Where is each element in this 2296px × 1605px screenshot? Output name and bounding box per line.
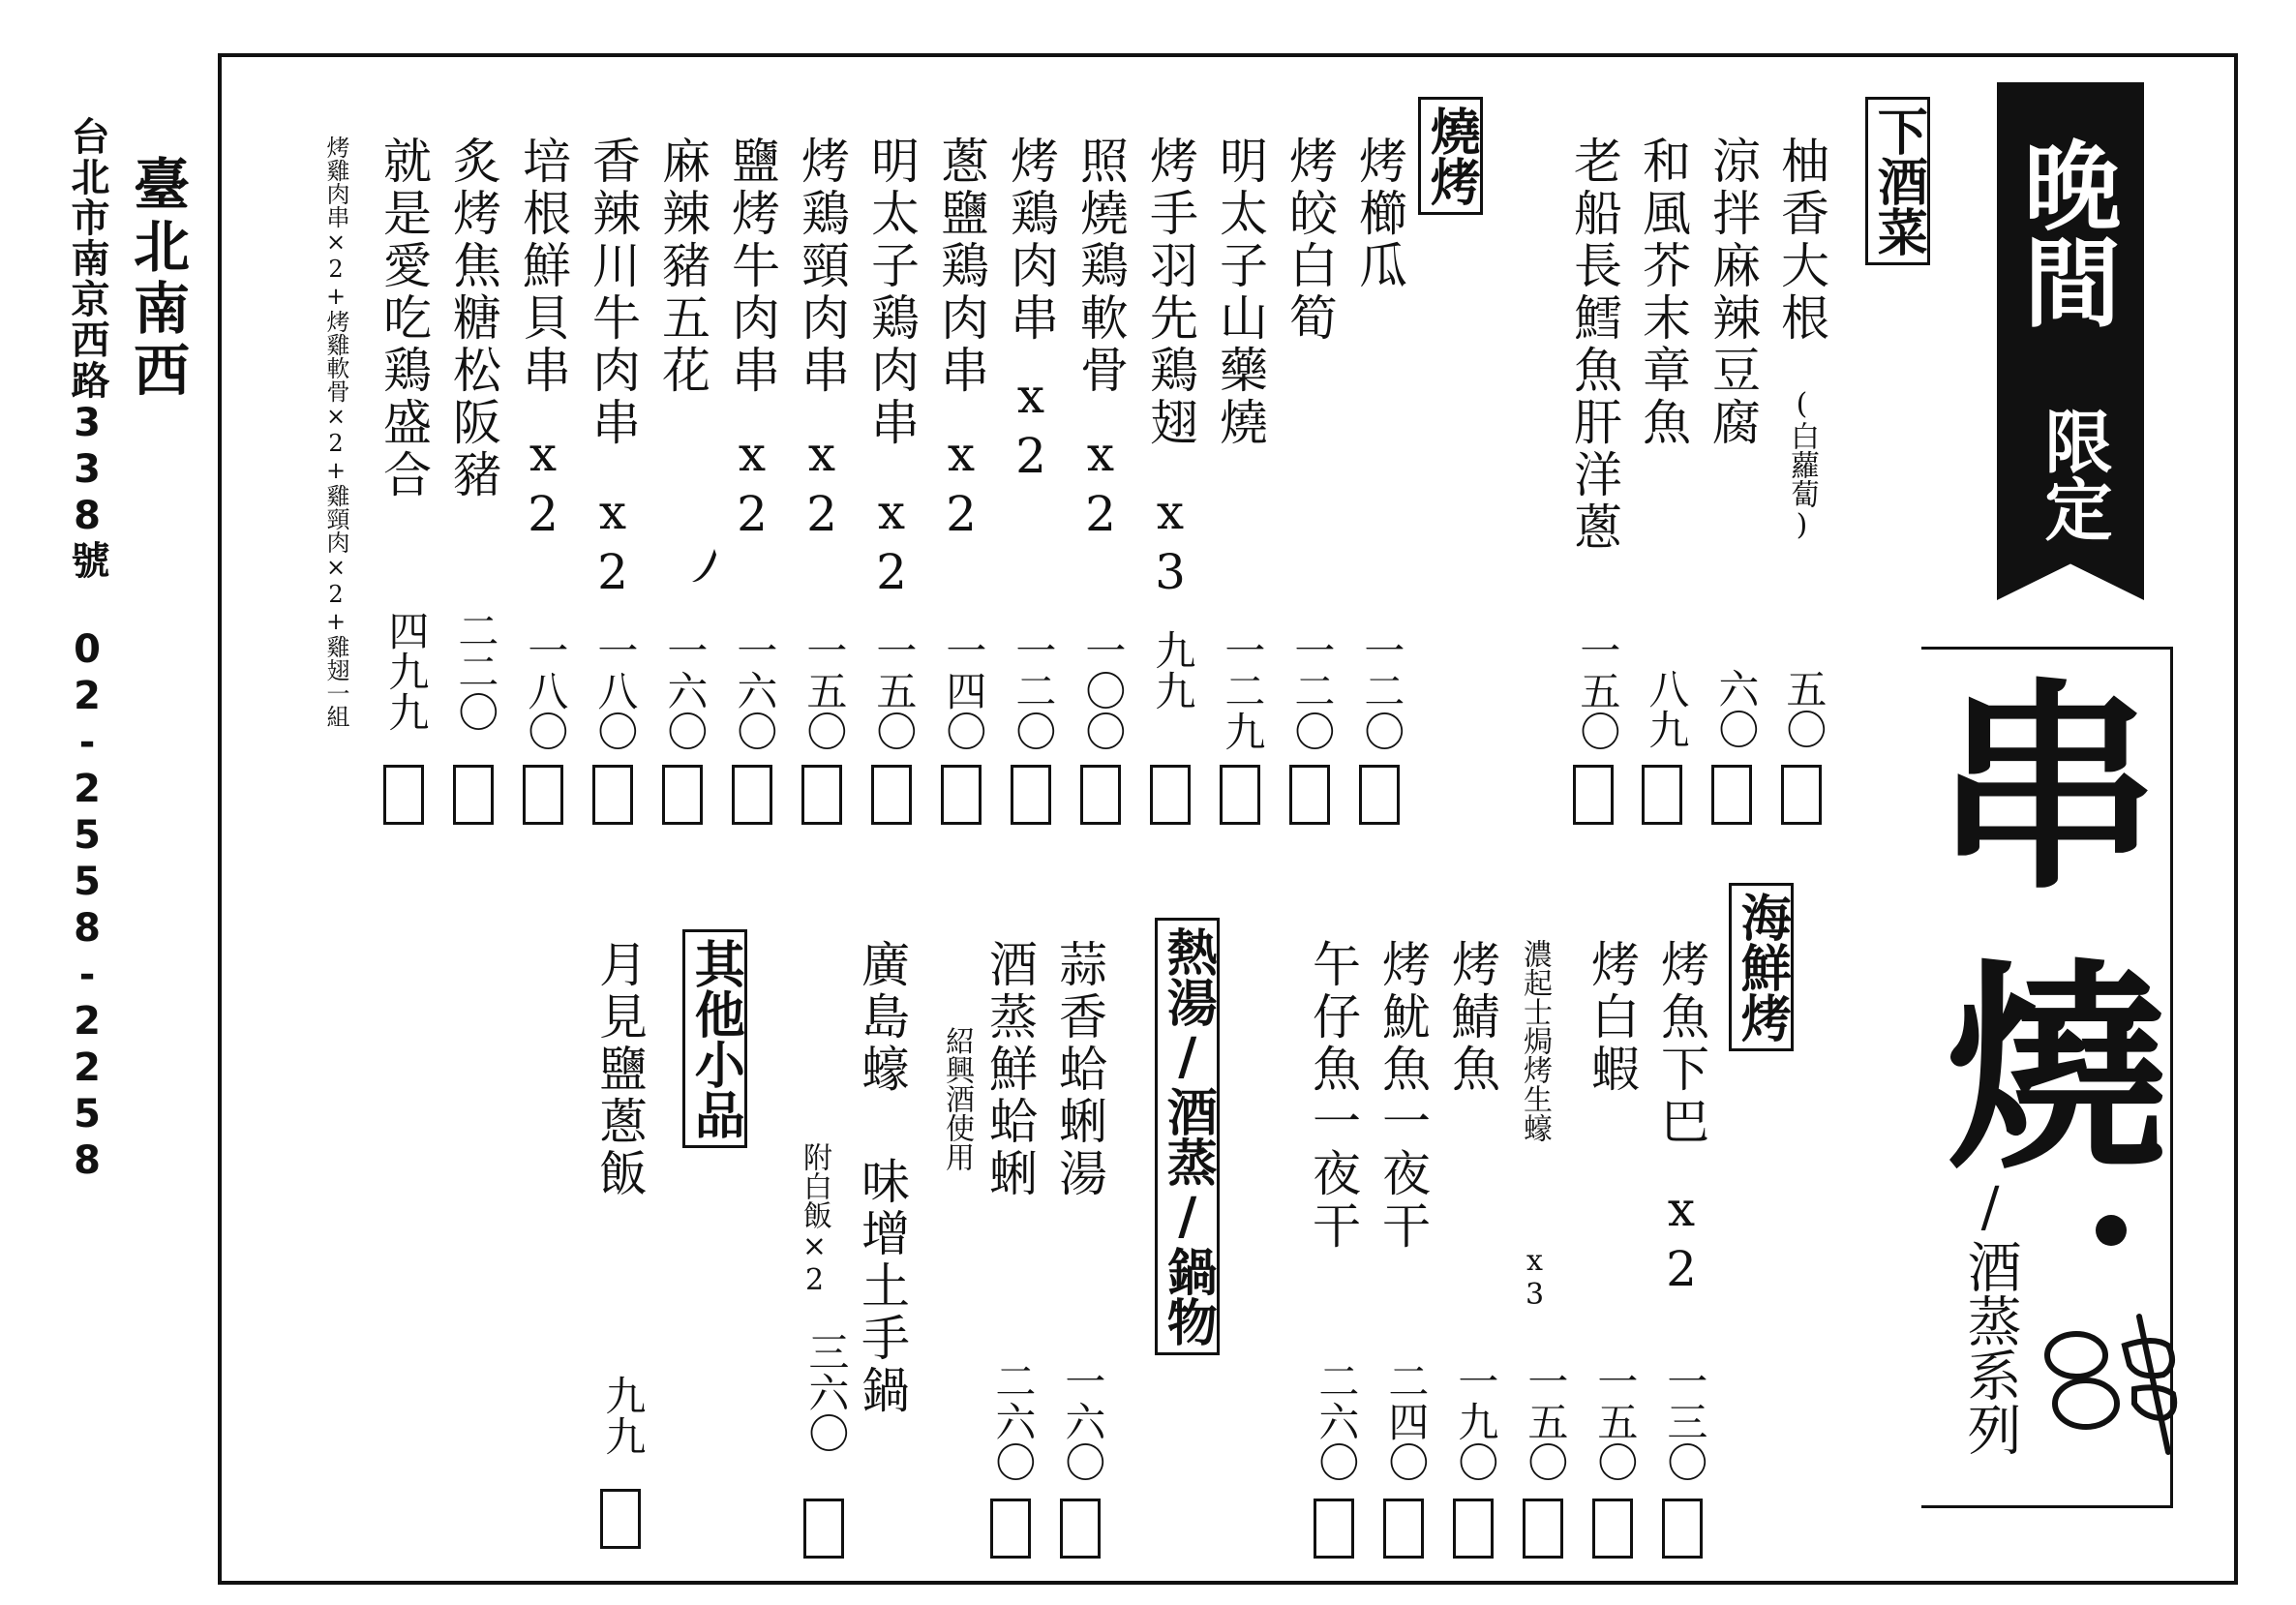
item-side-2: 涼拌麻辣豆腐 [1705,136,1761,449]
item-grill-13: 培根鮮貝串 [515,136,571,397]
item-grill-4-qty: x3 [1142,484,1198,604]
brand-char-2: 燒 [1946,939,2169,1200]
checkbox-seafood-2[interactable] [1592,1499,1633,1559]
checkbox-seafood-4[interactable] [1453,1499,1494,1559]
item-soup-1: 蒜香蛤蜊湯 [1051,939,1107,1200]
brand-subtitle: /酒蒸系列 [1958,1176,2022,1456]
checkbox-grill-13[interactable] [523,765,563,825]
price-grill-10: 一六〇 [731,629,779,751]
price-grill-4: 九九 [1149,629,1197,711]
checkbox-seafood-6[interactable] [1314,1499,1354,1559]
checkbox-grill-5[interactable] [1080,765,1121,825]
item-grill-15: 就是愛吃鶏盛合 [376,136,432,501]
item-soup-2-note: 紹興酒使用 [940,1026,974,1171]
checkbox-other-1[interactable] [600,1489,641,1549]
checkbox-side-1[interactable] [1781,765,1822,825]
checkbox-grill-2[interactable] [1289,765,1330,825]
item-grill-3: 明太子山藥燒 [1212,136,1268,449]
section-seafood: 海鮮烤 [1729,883,1794,1051]
checkbox-grill-3[interactable] [1220,765,1260,825]
price-grill-2: 一二〇 [1288,629,1337,751]
price-side-3: 八九 [1643,668,1691,749]
checkbox-grill-7[interactable] [941,765,982,825]
item-grill-8: 明太子鶏肉串 [863,136,920,449]
item-grill-6-qty: x2 [1003,368,1059,488]
checkbox-grill-8[interactable] [871,765,912,825]
seal-icon [2096,1215,2127,1246]
price-seafood-4: 一九〇 [1452,1360,1500,1482]
price-grill-14: 二二〇 [452,610,500,732]
item-grill-15-note: 烤雞肉串×2+烤雞軟骨×2+雞頸肉×2+雞翅一組 [322,136,349,728]
item-grill-4: 烤手羽先鶏翅 [1142,136,1198,449]
item-soup-2: 酒蒸鮮蛤蜊 [982,939,1038,1200]
item-seafood-1-qty: x2 [1653,1181,1709,1301]
price-side-2: 六〇 [1712,668,1761,749]
item-grill-9: 烤鶏頸肉串 [794,136,850,397]
banner-line1: 晚間 [2008,136,2122,329]
price-grill-8: 一五〇 [870,629,919,751]
item-seafood-6: 午仔魚一夜干 [1305,939,1361,1253]
price-grill-12: 一八〇 [591,629,640,751]
item-soup-3: 廣島蠔 味增土手鍋 [854,939,910,1417]
item-grill-6: 烤鶏肉串 [1003,136,1059,345]
checkbox-grill-4[interactable] [1150,765,1191,825]
item-grill-5-qty: x2 [1072,426,1129,546]
item-seafood-1: 烤魚下巴 [1653,939,1709,1148]
item-grill-7-qty: x2 [933,426,989,546]
item-other-1: 月見鹽蔥飯 [591,939,648,1200]
checkbox-grill-6[interactable] [1011,765,1051,825]
checkbox-seafood-1[interactable] [1662,1499,1703,1559]
price-soup-3: 三六〇 [802,1331,851,1453]
price-other-1: 九九 [599,1375,648,1456]
brand-char-1: 串 [1936,658,2160,920]
item-grill-12: 香辣川牛肉串 [585,136,641,449]
checkbox-grill-11[interactable] [662,765,703,825]
price-grill-1: 一二〇 [1358,629,1406,751]
item-grill-5: 照燒鶏軟骨 [1072,136,1129,397]
price-grill-13: 一八〇 [522,629,570,751]
chili-icon [689,547,718,586]
price-seafood-3: 一五〇 [1522,1360,1570,1482]
checkbox-soup-2[interactable] [990,1499,1031,1559]
checkbox-grill-10[interactable] [732,765,772,825]
section-other: 其他小品 [682,929,747,1148]
checkbox-side-4[interactable] [1573,765,1614,825]
price-grill-11: 一六〇 [661,629,710,751]
item-grill-1: 烤櫛瓜 [1351,136,1407,292]
item-grill-12-qty: x2 [585,484,641,604]
section-soup: 熱湯/酒蒸/鍋物 [1155,918,1220,1355]
item-grill-8-qty: x2 [863,484,920,604]
item-side-1: 柚香大根 [1773,136,1829,345]
checkbox-seafood-3[interactable] [1523,1499,1563,1559]
item-seafood-4: 烤鯖魚 [1444,939,1500,1096]
checkbox-soup-3[interactable] [803,1499,844,1559]
checkbox-grill-14[interactable] [453,765,494,825]
price-grill-3: 一二九 [1219,629,1267,751]
price-side-4: 一五〇 [1574,629,1622,751]
item-side-3: 和風芥末章魚 [1635,136,1691,449]
item-grill-11: 麻辣豬五花 [654,136,710,397]
price-grill-6: 一二〇 [1010,629,1058,751]
shop-address: 台北市南京西路338號 02-2558-2258 [65,116,109,1185]
item-grill-10: 鹽烤牛肉串 [724,136,780,397]
item-seafood-2: 烤白蝦 [1584,939,1640,1096]
item-grill-10-qty: x2 [724,426,780,546]
item-soup-3-note: 附白飯×2 [798,1142,831,1297]
checkbox-grill-9[interactable] [801,765,842,825]
checkbox-soup-1[interactable] [1060,1499,1101,1559]
price-soup-2: 二六〇 [989,1360,1038,1482]
price-seafood-6: 二六〇 [1313,1360,1361,1482]
price-seafood-1: 一三〇 [1661,1360,1709,1482]
item-side-1-note: (白蘿蔔) [1785,387,1819,542]
checkbox-side-3[interactable] [1642,765,1682,825]
shop-name: 臺北南西 [124,155,190,403]
skewer-icon [2033,1297,2207,1462]
price-seafood-5: 二四〇 [1382,1360,1431,1482]
price-grill-5: 一〇〇 [1079,629,1128,751]
item-grill-13-qty: x2 [515,426,571,546]
checkbox-side-2[interactable] [1711,765,1752,825]
section-grill: 燒烤 [1418,97,1483,215]
price-grill-15: 四九九 [382,610,431,732]
item-grill-7: 蔥鹽鶏肉串 [933,136,989,397]
item-grill-14: 炙烤焦糖松阪豬 [445,136,501,501]
section-side-dishes: 下酒菜 [1865,97,1930,265]
price-seafood-2: 一五〇 [1591,1360,1640,1482]
item-grill-9-qty: x2 [794,426,850,546]
price-grill-9: 一五〇 [801,629,849,751]
item-side-4: 老船長鱈魚肝洋蔥 [1566,136,1622,554]
item-seafood-5: 烤魷魚一夜干 [1375,939,1431,1253]
checkbox-grill-1[interactable] [1359,765,1400,825]
checkbox-seafood-5[interactable] [1383,1499,1424,1559]
price-grill-7: 一四〇 [940,629,988,751]
checkbox-grill-15[interactable] [383,765,424,825]
item-seafood-3: 濃起士焗烤生蠔 [1518,939,1552,1142]
checkbox-grill-12[interactable] [592,765,633,825]
banner-line2: 限定 [2034,407,2114,542]
item-seafood-3-qty: x3 [1518,1244,1552,1312]
item-grill-2: 烤皎白筍 [1282,136,1338,345]
price-side-1: 五〇 [1780,668,1828,749]
price-soup-1: 一六〇 [1059,1360,1107,1482]
